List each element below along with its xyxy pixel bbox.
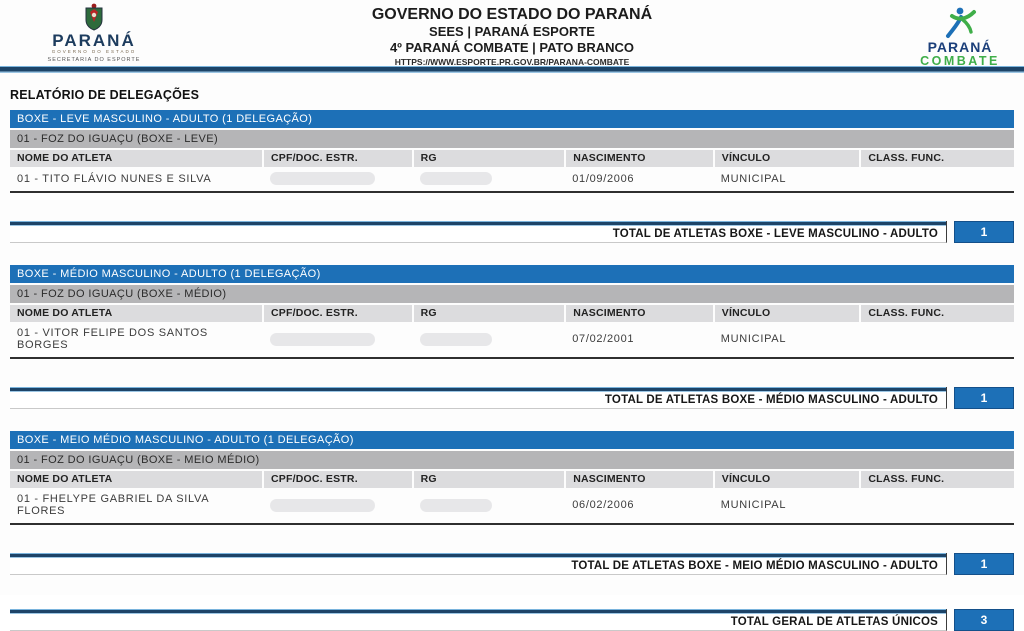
section-total-label-box: [10, 553, 947, 575]
section-total-row: [10, 387, 1014, 409]
delegation-bar: 01 - FOZ DO IGUAÇU (BOXE - MÉDIO): [10, 285, 1014, 303]
header-event: 4º PARANÁ COMBATE | PATO BRANCO: [389, 40, 635, 55]
column-header-rg: RG: [413, 305, 566, 322]
section-total-label: TOTAL DE ATLETAS BOXE - MEIO MÉDIO MASCULINO - ADULTO: [571, 560, 938, 572]
athlete-birth-cell: 01/09/2006: [572, 172, 635, 185]
table-header-row: [10, 471, 1014, 488]
column-header-rg: RG: [413, 471, 566, 488]
delegation-section: [10, 110, 1014, 243]
grand-total-count-badge: 3: [954, 609, 1014, 631]
column-header-class-func: CLASS. FUNC.: [860, 150, 1014, 167]
column-header-nascimento: NASCIMENTO: [565, 471, 714, 488]
athlete-name-cell: 01 - TITO FLÁVIO NUNES E SILVA: [17, 172, 212, 185]
combat-figure-icon: [938, 6, 982, 40]
athletes-table: [10, 150, 1014, 193]
athlete-class-func-cell: [860, 488, 1014, 524]
section-total-row: [10, 553, 1014, 575]
athlete-row: [10, 488, 1014, 524]
column-header-cpf: CPF/DOC. ESTR.: [263, 305, 413, 322]
delegation-section: [10, 265, 1014, 409]
column-header-nome: NOME DO ATLETA: [10, 471, 263, 488]
section-total-count-badge: 1: [954, 553, 1014, 575]
report-title: RELATÓRIO DE DELEGAÇÕES: [10, 88, 200, 102]
section-total-label-box: [10, 221, 947, 243]
section-total-count-badge: 1: [954, 387, 1014, 409]
athlete-birth-cell: 06/02/2006: [572, 499, 635, 511]
grand-total-row: [10, 609, 1014, 631]
athlete-name-cell: 01 - VITOR FELIPE DOS SANTOS BORGES: [17, 327, 208, 351]
column-header-vinculo: VÍNCULO: [714, 305, 861, 322]
column-header-cpf: CPF/DOC. ESTR.: [263, 150, 413, 167]
category-bar: BOXE - MÉDIO MASCULINO - ADULTO (1 DELEGAÇÃO): [10, 265, 1014, 283]
logo-state-subtitle: GOVERNO DO ESTADO: [51, 49, 137, 54]
logo-state-name: PARANÁ: [52, 31, 136, 50]
column-header-class-func: CLASS. FUNC.: [860, 305, 1014, 322]
table-header-row: [10, 150, 1014, 167]
redacted-cpf-value: [270, 172, 375, 185]
athlete-class-func-cell: [860, 322, 1014, 358]
section-total-label: TOTAL DE ATLETAS BOXE - MÉDIO MASCULINO - ADULTO: [604, 394, 938, 406]
column-header-cpf: CPF/DOC. ESTR.: [263, 471, 413, 488]
column-header-vinculo: VÍNCULO: [714, 150, 861, 167]
section-total-count-badge: 1: [954, 221, 1014, 243]
athlete-bond-cell: MUNICIPAL: [720, 499, 787, 511]
athlete-cpf-cell: [263, 322, 413, 358]
athletes-table: [10, 305, 1014, 359]
athlete-cpf-cell: [263, 488, 413, 524]
combate-logo-line1: PARANÁ: [927, 39, 993, 55]
athletes-table: [10, 471, 1014, 525]
delegation-bar: 01 - FOZ DO IGUAÇU (BOXE - MEIO MÉDIO): [10, 451, 1014, 469]
table-header-row: [10, 305, 1014, 322]
category-bar: BOXE - LEVE MASCULINO - ADULTO (1 DELEGAÇÃO): [10, 110, 1014, 128]
column-header-class-func: CLASS. FUNC.: [860, 471, 1014, 488]
athlete-birth-cell: 07/02/2001: [572, 333, 635, 345]
redacted-rg-value: [420, 172, 492, 185]
column-header-nascimento: NASCIMENTO: [565, 305, 714, 322]
header-titles: [0, 5, 1024, 68]
header-subtitle: SEES | PARANÁ ESPORTE: [429, 24, 595, 39]
header-url: HTTPS://WWW.ESPORTE.PR.GOV.BR/PARANA-COMBATE: [394, 57, 630, 67]
athlete-rg-cell: [413, 488, 566, 524]
column-header-rg: RG: [413, 150, 566, 167]
header-title: GOVERNO DO ESTADO DO PARANÁ: [371, 6, 653, 23]
athlete-cpf-cell: [263, 167, 413, 192]
redacted-rg-value: [420, 333, 492, 346]
redacted-cpf-value: [270, 499, 375, 512]
athlete-bond-cell: MUNICIPAL: [720, 333, 787, 345]
athlete-bond-cell: MUNICIPAL: [720, 172, 787, 185]
section-total-label: TOTAL DE ATLETAS BOXE - LEVE MASCULINO - ADULTO: [612, 228, 938, 240]
delegation-section: [10, 431, 1014, 575]
athlete-class-func-cell: [860, 167, 1014, 192]
redacted-rg-value: [420, 499, 492, 512]
section-total-row: [10, 221, 1014, 243]
page-header: [0, 0, 1024, 66]
grand-total-label-box: [10, 609, 947, 631]
athlete-rg-cell: [413, 322, 566, 358]
athlete-name-cell: 01 - FHELYPE GABRIEL DA SILVA FLORES: [17, 493, 209, 517]
redacted-cpf-value: [270, 333, 375, 346]
combate-logo-line2: COMBATE: [920, 54, 1000, 68]
column-header-vinculo: VÍNCULO: [714, 471, 861, 488]
category-bar: BOXE - MEIO MÉDIO MASCULINO - ADULTO (1 DELEGAÇÃO): [10, 431, 1014, 449]
parana-combate-logo: [912, 6, 1008, 68]
athlete-row: [10, 167, 1014, 192]
column-header-nascimento: NASCIMENTO: [565, 150, 714, 167]
report-body: [0, 88, 1024, 631]
column-header-nome: NOME DO ATLETA: [10, 150, 263, 167]
section-total-label-box: [10, 387, 947, 409]
athlete-rg-cell: [413, 167, 566, 192]
column-header-nome: NOME DO ATLETA: [10, 305, 263, 322]
delegation-bar: 01 - FOZ DO IGUAÇU (BOXE - LEVE): [10, 130, 1014, 148]
logo-department: SECRETARIA DO ESPORTE: [47, 57, 141, 63]
grand-total-label: TOTAL GERAL DE ATLETAS ÚNICOS: [730, 616, 938, 628]
athlete-row: [10, 322, 1014, 358]
